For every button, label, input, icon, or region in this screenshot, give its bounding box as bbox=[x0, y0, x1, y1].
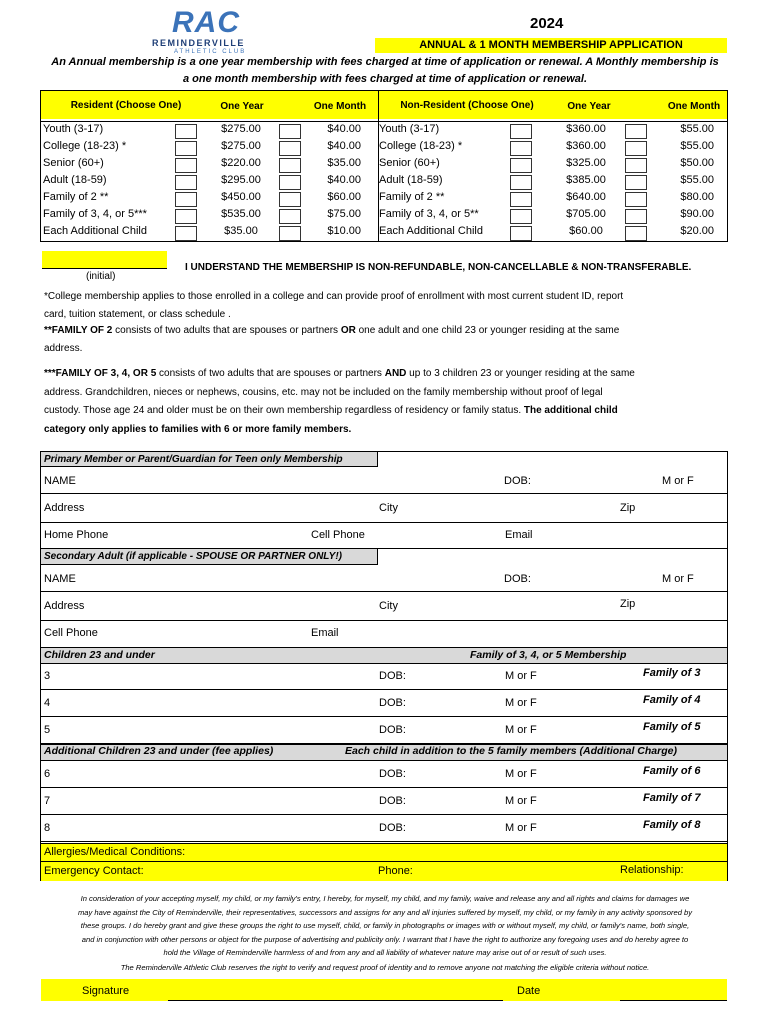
nonresident-fee-one-year-checkbox[interactable] bbox=[510, 192, 532, 207]
nonresident-fee-one-year-price: $385.00 bbox=[566, 174, 606, 186]
child-number: 4 bbox=[44, 697, 51, 709]
family-2-or: OR bbox=[340, 325, 356, 336]
logo-name: REMINDERVILLE bbox=[152, 38, 245, 48]
logo-mark: RAC bbox=[172, 6, 240, 39]
family-2-label: **FAMILY OF 2 bbox=[44, 325, 113, 336]
nonresident-header: Non-Resident (Choose One) bbox=[400, 100, 534, 111]
family-3-note-line-1 bbox=[44, 365, 734, 384]
nonresident-fee-label: Adult (18-59) bbox=[379, 174, 443, 186]
resident-header: Resident (Choose One) bbox=[70, 100, 182, 111]
college-note bbox=[44, 288, 734, 324]
resident-fee-one-month-checkbox[interactable] bbox=[279, 158, 301, 173]
date-line[interactable] bbox=[620, 1000, 727, 1001]
child-dob-label: DOB: bbox=[379, 768, 406, 780]
nonresident-fee-label: Youth (3-17) bbox=[379, 123, 440, 135]
waiver-line-5: hold the Village of Reminderville harmless of and from any and all liability of whatever nature may arise out of or result of such uses. bbox=[163, 948, 607, 957]
resident-fee-one-year-checkbox[interactable] bbox=[175, 192, 197, 207]
resident-fee-one-year-price: $220.00 bbox=[221, 157, 261, 169]
secondary-city-label: City bbox=[379, 600, 398, 612]
resident-fee-one-year-checkbox[interactable] bbox=[175, 124, 197, 139]
child-number: 5 bbox=[44, 724, 51, 736]
child-family-size: Family of 4 bbox=[643, 694, 701, 706]
nonresident-fee-one-month-checkbox[interactable] bbox=[625, 175, 647, 190]
family-3-text-b: up to 3 children 23 or younger residing at the same bbox=[406, 368, 635, 379]
family-2-note bbox=[44, 322, 734, 358]
initial-label: (initial) bbox=[86, 271, 116, 282]
secondary-sex-select[interactable]: M or F bbox=[662, 573, 694, 585]
child-sex-select[interactable]: M or F bbox=[505, 768, 537, 780]
resident-fee-one-year-price: $450.00 bbox=[221, 191, 261, 203]
agreement-statement: I UNDERSTAND THE MEMBERSHIP IS NON-REFUNDABLE, NON-CANCELLABLE & NON-TRANSFERABLE. bbox=[185, 262, 692, 273]
child-sex-select[interactable]: M or F bbox=[505, 697, 537, 709]
secondary-section-header bbox=[41, 549, 378, 565]
nonresident-fee-one-month-price: $50.00 bbox=[680, 157, 714, 169]
form-title: ANNUAL & 1 MONTH MEMBERSHIP APPLICATION bbox=[375, 38, 727, 53]
nonresident-fee-one-month-checkbox[interactable] bbox=[625, 209, 647, 224]
family-2-note-line-1 bbox=[44, 322, 734, 340]
nonresident-fee-one-month-price: $55.00 bbox=[680, 123, 714, 135]
allergies-field[interactable]: Allergies/Medical Conditions: bbox=[44, 846, 186, 858]
resident-fee-label: Senior (60+) bbox=[43, 157, 104, 169]
resident-fee-one-year-checkbox[interactable] bbox=[175, 158, 197, 173]
primary-email-label: Email bbox=[505, 529, 533, 541]
family-3-note-line-4: category only applies to families with 6 or more family members. bbox=[44, 423, 352, 435]
secondary-header-text: Secondary Adult (if applicable - SPOUSE OR PARTNER ONLY!) bbox=[44, 551, 342, 562]
nonresident-fee-one-year-checkbox[interactable] bbox=[510, 158, 532, 173]
waiver-text bbox=[38, 892, 732, 960]
nonresident-fee-one-year-price: $640.00 bbox=[566, 191, 606, 203]
child-row-rule bbox=[41, 689, 727, 690]
resident-fee-one-month-price: $40.00 bbox=[327, 123, 361, 135]
signature-label: Signature bbox=[82, 985, 130, 997]
date-label: Date bbox=[517, 985, 541, 997]
nonresident-one-year-header: One Year bbox=[567, 101, 611, 112]
resident-fee-one-year-price: $35.00 bbox=[224, 225, 258, 237]
child-dob-label: DOB: bbox=[379, 822, 406, 834]
resident-fee-one-month-checkbox[interactable] bbox=[279, 192, 301, 207]
nonresident-fee-one-year-checkbox[interactable] bbox=[510, 124, 532, 139]
nonresident-fee-one-month-price: $20.00 bbox=[680, 225, 714, 237]
secondary-address-label: Address bbox=[44, 600, 85, 612]
family-2-text-b: one adult and one child 23 or younger residing at the same bbox=[355, 325, 620, 336]
initial-field[interactable] bbox=[42, 251, 167, 269]
nonresident-fee-label: Family of 3, 4, or 5** bbox=[379, 208, 479, 220]
nonresident-fee-one-year-price: $60.00 bbox=[569, 225, 603, 237]
secondary-name-rule bbox=[41, 591, 727, 592]
child-number: 8 bbox=[44, 822, 51, 834]
signature-bar bbox=[41, 979, 727, 1001]
family-2-note-line-2: address. bbox=[44, 343, 83, 354]
resident-fee-one-month-price: $40.00 bbox=[327, 174, 361, 186]
nonresident-fee-one-month-checkbox[interactable] bbox=[625, 141, 647, 156]
child-family-size: Family of 6 bbox=[643, 765, 701, 777]
resident-fee-one-year-price: $535.00 bbox=[221, 208, 261, 220]
nonresident-fee-one-month-price: $55.00 bbox=[680, 174, 714, 186]
nonresident-fee-one-year-price: $325.00 bbox=[566, 157, 606, 169]
family-3-text-d: custody. Those age 24 and older must be on their own membership regardless of residency or family status. bbox=[44, 405, 524, 416]
emergency-phone-field[interactable]: Phone: bbox=[378, 865, 413, 877]
child-dob-label: DOB: bbox=[379, 697, 406, 709]
resident-fee-label: Youth (3-17) bbox=[43, 123, 104, 135]
primary-sex-select[interactable]: M or F bbox=[662, 475, 694, 487]
intro-line-1: An Annual membership is a one year membership with fees charged at time of application or renewal. A Monthly membership is bbox=[51, 56, 719, 68]
primary-cell-phone-label: Cell Phone bbox=[311, 529, 365, 541]
resident-fee-one-month-price: $75.00 bbox=[327, 208, 361, 220]
verification-note: The Reminderville Athletic Club reserves the right to verify and request proof of identity and to remove anyone not matching the eligible criteria without notice. bbox=[120, 963, 650, 972]
nonresident-fee-one-month-checkbox[interactable] bbox=[625, 158, 647, 173]
resident-fee-one-year-price: $275.00 bbox=[221, 140, 261, 152]
nonresident-fee-one-year-price: $360.00 bbox=[566, 123, 606, 135]
child-dob-label: DOB: bbox=[379, 670, 406, 682]
college-note-line-1: *College membership applies to those enrolled in a college and can provide proof of enrollment with most current student ID, report bbox=[44, 291, 624, 302]
child-family-size: Family of 7 bbox=[643, 792, 701, 804]
family-2-text-a: consists of two adults that are spouses or partners bbox=[112, 325, 341, 336]
family-3-text-a: consists of two adults that are spouses or partners bbox=[156, 368, 385, 379]
college-note-line-2: card, tuition statement, or class schedule . bbox=[44, 309, 231, 320]
resident-fee-one-month-checkbox[interactable] bbox=[279, 175, 301, 190]
resident-fee-label: Family of 2 ** bbox=[43, 191, 109, 203]
secondary-zip-label: Zip bbox=[620, 598, 636, 610]
child-sex-select[interactable]: M or F bbox=[505, 795, 537, 807]
child-sex-select[interactable]: M or F bbox=[505, 822, 537, 834]
resident-fee-one-year-checkbox[interactable] bbox=[175, 209, 197, 224]
additional-header-right: Each child in addition to the 5 family members (Additional Charge) bbox=[345, 745, 677, 757]
secondary-dob-label: DOB: bbox=[504, 573, 531, 585]
child-dob-label: DOB: bbox=[379, 795, 406, 807]
nonresident-fee-one-year-price: $360.00 bbox=[566, 140, 606, 152]
form-year: 2024 bbox=[530, 15, 564, 32]
resident-fee-label: College (18-23) * bbox=[43, 140, 127, 152]
resident-one-year-header: One Year bbox=[220, 101, 264, 112]
waiver-line-2: may have against the City of Reminderville, their representatives, successors and assigns for any and all injuries suffered by myself, my child, or my family in any activity sponsored by bbox=[77, 907, 693, 917]
resident-fee-one-month-price: $60.00 bbox=[327, 191, 361, 203]
intro-line-2: a one month membership with fees charged at time of application or renewal. bbox=[182, 73, 588, 85]
primary-home-phone-label: Home Phone bbox=[44, 529, 109, 541]
child-sex-select[interactable]: M or F bbox=[505, 670, 537, 682]
children-header-right: Family of 3, 4, or 5 Membership bbox=[470, 649, 627, 661]
resident-fee-one-year-price: $275.00 bbox=[221, 123, 261, 135]
resident-one-month-header: One Month bbox=[313, 101, 367, 112]
logo bbox=[150, 6, 262, 56]
child-row-rule bbox=[41, 787, 727, 788]
nonresident-fee-one-year-checkbox[interactable] bbox=[510, 175, 532, 190]
nonresident-fee-one-year-checkbox[interactable] bbox=[510, 209, 532, 224]
nonresident-fee-label: College (18-23) * bbox=[379, 140, 463, 152]
child-family-size: Family of 3 bbox=[643, 667, 701, 679]
resident-fee-one-month-price: $40.00 bbox=[327, 140, 361, 152]
secondary-name-label: NAME bbox=[44, 573, 76, 585]
child-number: 7 bbox=[44, 795, 51, 807]
family-3-label: ***FAMILY OF 3, 4, OR 5 bbox=[44, 368, 157, 379]
nonresident-one-month-header: One Month bbox=[667, 101, 721, 112]
resident-fee-one-year-checkbox[interactable] bbox=[175, 226, 197, 241]
emergency-contact-field[interactable]: Emergency Contact: bbox=[44, 865, 144, 877]
resident-fee-one-month-checkbox[interactable] bbox=[279, 226, 301, 241]
member-form bbox=[40, 451, 728, 881]
nonresident-fee-one-year-checkbox[interactable] bbox=[510, 141, 532, 156]
resident-fee-label: Family of 3, 4, or 5*** bbox=[43, 208, 147, 220]
primary-address-rule bbox=[41, 522, 727, 523]
resident-fee-one-month-checkbox[interactable] bbox=[279, 209, 301, 224]
waiver-line-4: and in conjunction with other persons or object for the purpose of advertising and publicity only. I warrant that I have the right to authorize any foregoing uses and do hereby agree to bbox=[81, 934, 689, 944]
primary-address-label: Address bbox=[44, 502, 85, 514]
child-row-rule bbox=[41, 716, 727, 717]
resident-fee-one-month-checkbox[interactable] bbox=[279, 141, 301, 156]
secondary-address-rule bbox=[41, 620, 727, 621]
resident-fee-one-year-checkbox[interactable] bbox=[175, 175, 197, 190]
nonresident-fee-one-month-checkbox[interactable] bbox=[625, 192, 647, 207]
secondary-cell-phone-label: Cell Phone bbox=[44, 627, 98, 639]
nonresident-fee-one-month-checkbox[interactable] bbox=[625, 226, 647, 241]
child-dob-label: DOB: bbox=[379, 724, 406, 736]
nonresident-fee-one-month-checkbox[interactable] bbox=[625, 124, 647, 139]
resident-fee-one-month-price: $35.00 bbox=[327, 157, 361, 169]
logo-tagline: ATHLETIC CLUB bbox=[174, 49, 247, 55]
nonresident-fee-label: Family of 2 ** bbox=[379, 191, 445, 203]
primary-dob-label: DOB: bbox=[504, 475, 531, 487]
signature-line[interactable] bbox=[168, 1000, 503, 1001]
table-header-rule bbox=[41, 121, 727, 122]
primary-section-header bbox=[41, 452, 378, 467]
nonresident-fee-one-month-price: $90.00 bbox=[680, 208, 714, 220]
child-family-size: Family of 5 bbox=[643, 721, 701, 733]
nonresident-fee-one-year-price: $705.00 bbox=[566, 208, 606, 220]
nonresident-fee-one-month-price: $80.00 bbox=[680, 191, 714, 203]
child-number: 6 bbox=[44, 768, 51, 780]
child-family-size: Family of 8 bbox=[643, 819, 701, 831]
child-row-rule bbox=[41, 814, 727, 815]
emergency-relationship-field[interactable]: Relationship: bbox=[620, 864, 684, 876]
waiver-line-1: In consideration of your accepting myself, my child, or my family's entry, I hereby, for myself, my child, and my family, waive and release any and all rights and claims for damages we bbox=[80, 894, 690, 903]
resident-fee-one-year-price: $295.00 bbox=[221, 174, 261, 186]
primary-zip-label: Zip bbox=[620, 502, 636, 514]
nonresident-fee-label: Senior (60+) bbox=[379, 157, 440, 169]
child-row-rule bbox=[41, 841, 727, 842]
primary-name-rule bbox=[41, 493, 727, 494]
child-sex-select[interactable]: M or F bbox=[505, 724, 537, 736]
family-3-note bbox=[44, 365, 734, 439]
nonresident-fee-one-month-price: $55.00 bbox=[680, 140, 714, 152]
additional-header-left: Additional Children 23 and under (fee applies) bbox=[44, 745, 274, 757]
waiver-line-3: these groups. I do hereby grant and give these groups the right to use myself, child, or family in photographs or images with or without myself, my child, or family's name, both single, bbox=[80, 921, 690, 930]
nonresident-fee-one-year-checkbox[interactable] bbox=[510, 226, 532, 241]
primary-city-label: City bbox=[379, 502, 398, 514]
resident-fee-one-month-checkbox[interactable] bbox=[279, 124, 301, 139]
resident-fee-one-year-checkbox[interactable] bbox=[175, 141, 197, 156]
medical-rule bbox=[41, 861, 727, 862]
family-3-note-line-3 bbox=[44, 402, 734, 421]
secondary-email-label: Email bbox=[311, 627, 339, 639]
resident-fee-label: Each Additional Child bbox=[43, 225, 147, 237]
family-3-additional: The additional child bbox=[523, 405, 618, 416]
nonresident-fee-label: Each Additional Child bbox=[379, 225, 483, 237]
family-3-note-line-2: address. Grandchildren, nieces or nephews, cousins, etc. may not be included on the family membership without proof of legal bbox=[44, 386, 603, 398]
family-3-and: AND bbox=[384, 368, 407, 379]
primary-header-text: Primary Member or Parent/Guardian for Teen only Membership bbox=[44, 454, 343, 465]
child-number: 3 bbox=[44, 670, 51, 682]
resident-fee-label: Adult (18-59) bbox=[43, 174, 107, 186]
resident-fee-one-month-price: $10.00 bbox=[327, 225, 361, 237]
children-header-left: Children 23 and under bbox=[44, 649, 155, 661]
primary-name-label: NAME bbox=[44, 475, 76, 487]
